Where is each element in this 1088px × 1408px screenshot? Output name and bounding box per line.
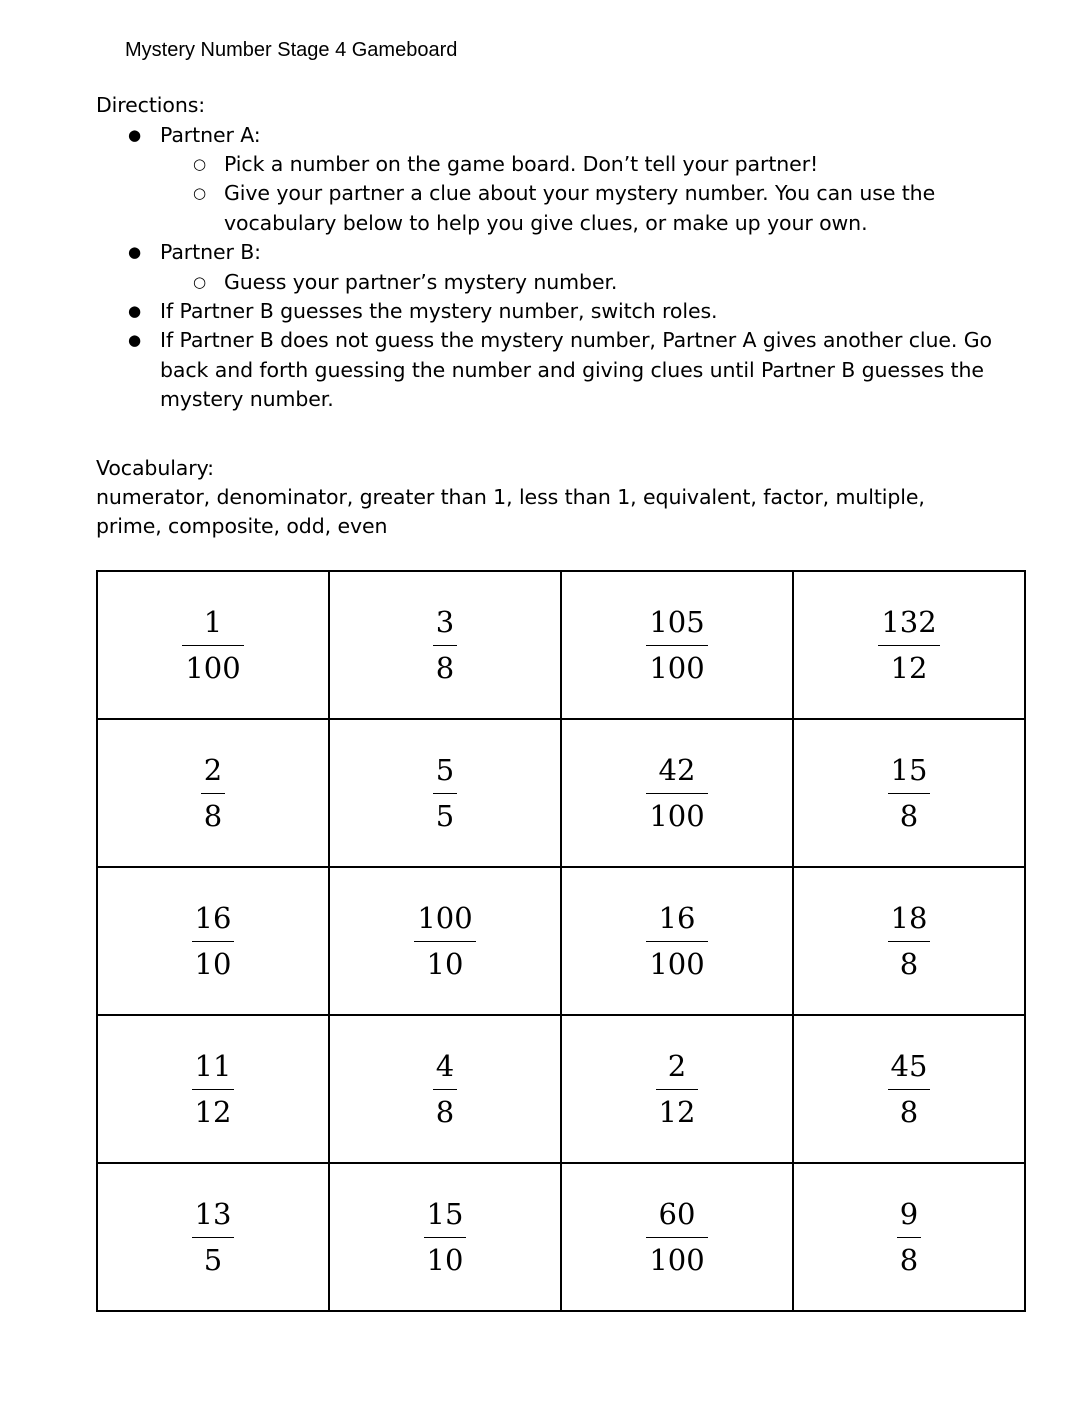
fraction-numerator: 105 bbox=[649, 604, 705, 639]
gameboard-row bbox=[97, 1015, 1025, 1163]
gameboard-cell bbox=[329, 719, 561, 867]
fraction bbox=[433, 752, 457, 833]
directions-list bbox=[96, 121, 1046, 415]
gameboard-cell bbox=[329, 571, 561, 719]
fraction-denominator: 8 bbox=[899, 1242, 919, 1277]
partner-b-steps bbox=[160, 268, 1046, 297]
fraction-denominator: 12 bbox=[194, 1094, 232, 1129]
fraction-denominator: 100 bbox=[185, 650, 241, 685]
rule-switch-roles: ● If Partner B guesses the mystery number, switch roles. bbox=[96, 297, 1046, 326]
gameboard-cell bbox=[793, 1015, 1025, 1163]
gameboard-cell bbox=[329, 1163, 561, 1311]
gameboard-row bbox=[97, 1163, 1025, 1311]
gameboard-cell bbox=[97, 571, 329, 719]
fraction bbox=[414, 900, 475, 981]
fraction-numerator: 13 bbox=[194, 1196, 232, 1231]
partner-a-steps bbox=[160, 150, 1046, 238]
partner-a-label: Partner A: bbox=[160, 122, 261, 147]
rule-another-clue: ● If Partner B does not guess the mystery number, Partner A gives another clue. Go back and forth guessing the number and giving clues until Partner B guesses the mystery number. bbox=[96, 326, 1046, 414]
gameboard-cell bbox=[561, 867, 793, 1015]
fraction-denominator: 8 bbox=[435, 1094, 455, 1129]
vocabulary-terms: numerator, denominator, greater than 1, less than 1, equivalent, factor, multiple, prime, composite, odd, even bbox=[96, 485, 925, 539]
fraction-numerator: 2 bbox=[203, 752, 223, 787]
vocabulary-heading: Vocabulary: bbox=[96, 456, 214, 480]
gameboard-cell bbox=[561, 571, 793, 719]
fraction bbox=[433, 604, 457, 685]
fraction-denominator: 10 bbox=[194, 946, 232, 981]
fraction bbox=[646, 1196, 707, 1277]
fraction bbox=[201, 752, 225, 833]
partner-b-label: Partner B: bbox=[160, 240, 261, 265]
fraction-denominator: 12 bbox=[890, 650, 928, 685]
fraction-numerator: 60 bbox=[658, 1196, 696, 1231]
fraction-numerator: 18 bbox=[890, 900, 928, 935]
fraction bbox=[646, 900, 707, 981]
fraction bbox=[897, 1196, 921, 1277]
gameboard-cell bbox=[329, 1015, 561, 1163]
fraction bbox=[433, 1048, 457, 1129]
partner-a-step: ○ Give your partner a clue about your mystery number. You can use the vocabulary below to help you give clues, or make up your own. bbox=[160, 179, 1046, 238]
gameboard-cell bbox=[97, 1015, 329, 1163]
fraction-numerator: 3 bbox=[435, 604, 455, 639]
fraction-denominator: 12 bbox=[658, 1094, 696, 1129]
fraction-denominator: 8 bbox=[899, 1094, 919, 1129]
fraction-numerator: 5 bbox=[435, 752, 455, 787]
fraction-denominator: 5 bbox=[203, 1242, 223, 1277]
gameboard-row bbox=[97, 571, 1025, 719]
fraction-denominator: 100 bbox=[649, 946, 705, 981]
gameboard-cell bbox=[97, 867, 329, 1015]
gameboard-body bbox=[97, 571, 1025, 1311]
fraction-numerator: 16 bbox=[658, 900, 696, 935]
partner-b-step: ○ Guess your partner’s mystery number. bbox=[160, 268, 1046, 297]
fraction-denominator: 100 bbox=[649, 798, 705, 833]
fraction-numerator: 16 bbox=[194, 900, 232, 935]
fraction-denominator: 8 bbox=[899, 798, 919, 833]
fraction bbox=[888, 752, 931, 833]
fraction bbox=[878, 604, 939, 685]
list-item-partner-b bbox=[96, 238, 1046, 297]
gameboard-cell bbox=[793, 719, 1025, 867]
fraction bbox=[646, 752, 707, 833]
list-item-partner-a bbox=[96, 121, 1046, 239]
fraction-denominator: 100 bbox=[649, 650, 705, 685]
directions-heading: Directions: bbox=[96, 93, 206, 117]
partner-a-step: ○ Pick a number on the game board. Don’t tell your partner! bbox=[160, 150, 1046, 179]
fraction bbox=[192, 1048, 235, 1129]
gameboard-cell bbox=[793, 867, 1025, 1015]
gameboard-table bbox=[96, 570, 1026, 1312]
gameboard-row bbox=[97, 719, 1025, 867]
fraction-denominator: 5 bbox=[435, 798, 455, 833]
fraction-denominator: 8 bbox=[899, 946, 919, 981]
fraction-numerator: 100 bbox=[417, 900, 473, 935]
gameboard-cell bbox=[97, 1163, 329, 1311]
page-title: Mystery Number Stage 4 Gameboard bbox=[125, 39, 458, 61]
gameboard-cell bbox=[561, 1163, 793, 1311]
fraction bbox=[192, 1196, 235, 1277]
fraction-denominator: 10 bbox=[426, 946, 464, 981]
gameboard-cell bbox=[561, 719, 793, 867]
fraction-numerator: 1 bbox=[203, 604, 223, 639]
gameboard-cell bbox=[793, 571, 1025, 719]
fraction bbox=[192, 900, 235, 981]
fraction-numerator: 42 bbox=[658, 752, 696, 787]
fraction bbox=[424, 1196, 467, 1277]
fraction-numerator: 11 bbox=[194, 1048, 232, 1083]
fraction-numerator: 15 bbox=[426, 1196, 464, 1231]
fraction bbox=[182, 604, 243, 685]
fraction-numerator: 15 bbox=[890, 752, 928, 787]
fraction-denominator: 8 bbox=[203, 798, 223, 833]
fraction-numerator: 132 bbox=[881, 604, 937, 639]
fraction bbox=[888, 1048, 931, 1129]
fraction bbox=[656, 1048, 699, 1129]
gameboard-cell bbox=[561, 1015, 793, 1163]
fraction-numerator: 4 bbox=[435, 1048, 455, 1083]
gameboard-cell bbox=[793, 1163, 1025, 1311]
fraction-denominator: 8 bbox=[435, 650, 455, 685]
fraction bbox=[646, 604, 707, 685]
fraction bbox=[888, 900, 931, 981]
fraction-denominator: 10 bbox=[426, 1242, 464, 1277]
fraction-numerator: 45 bbox=[890, 1048, 928, 1083]
fraction-numerator: 9 bbox=[899, 1196, 919, 1231]
gameboard-cell bbox=[329, 867, 561, 1015]
fraction-numerator: 2 bbox=[667, 1048, 687, 1083]
gameboard-row bbox=[97, 867, 1025, 1015]
fraction-denominator: 100 bbox=[649, 1242, 705, 1277]
gameboard-cell bbox=[97, 719, 329, 867]
